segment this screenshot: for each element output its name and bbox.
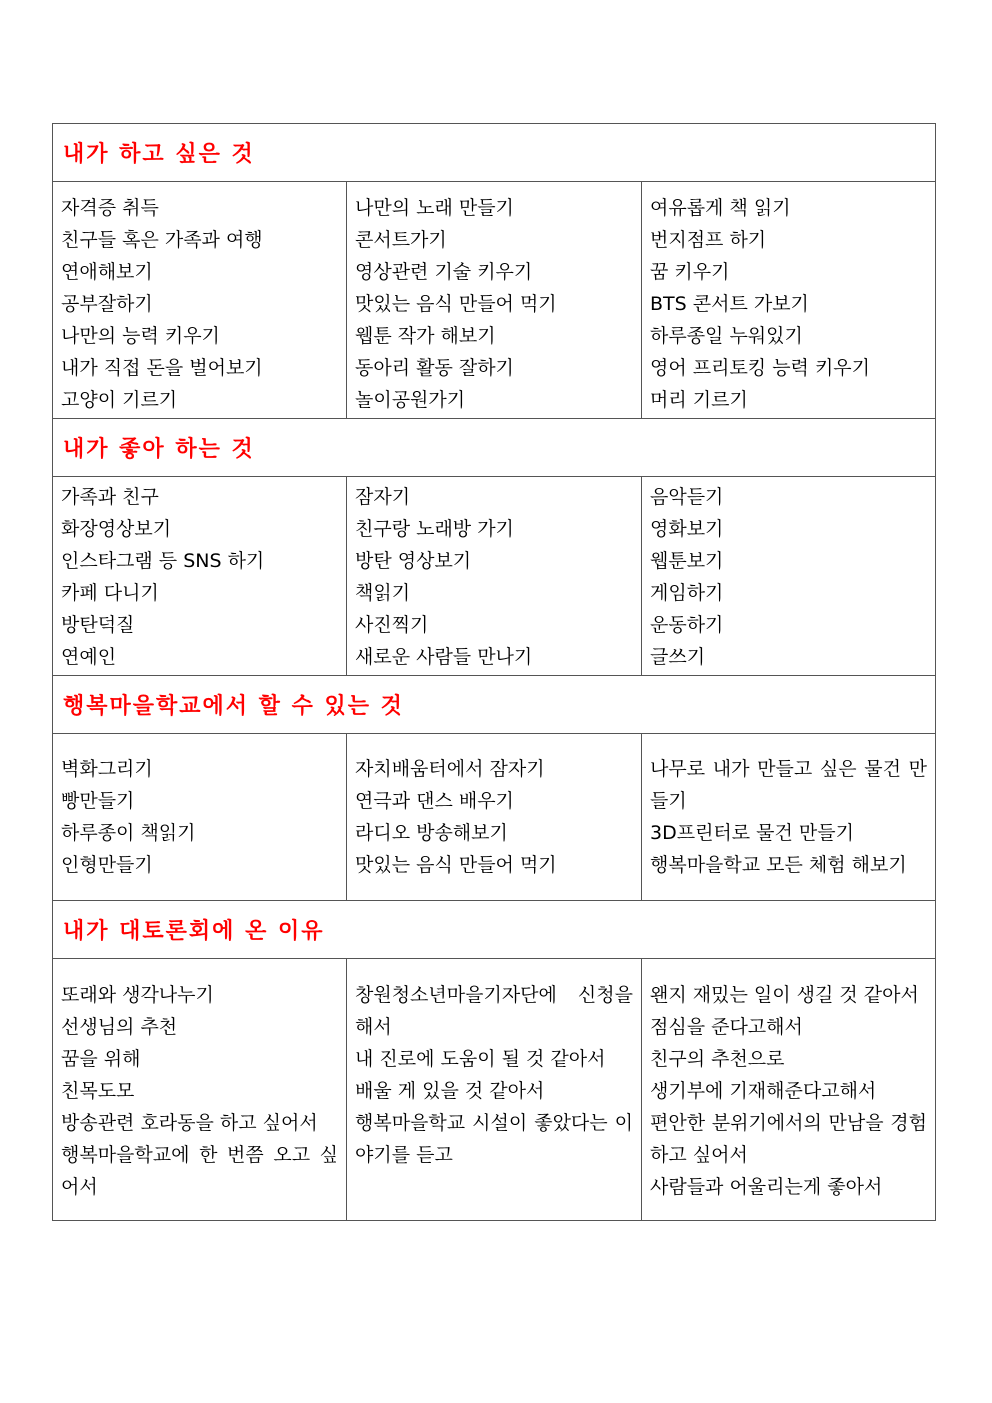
list-item: 글쓰기: [650, 646, 706, 668]
item-list: [61, 979, 338, 1203]
item-list: [61, 753, 338, 881]
column-cell: [642, 959, 936, 1221]
list-item: 꿈 키우기: [650, 261, 730, 283]
list-item: 가족과 친구: [61, 486, 159, 508]
column-cell: [53, 959, 347, 1221]
list-item: 영상관련 기술 키우기: [355, 261, 533, 283]
list-item: 맛있는 음식 만들어 먹기: [355, 293, 557, 315]
list-item: 방탄 영상보기: [355, 550, 472, 572]
survey-table-body: [53, 124, 936, 1221]
list-item: 웹툰보기: [650, 550, 724, 572]
column-cell: [347, 182, 642, 419]
list-item: 배울 게 있을 것 같아서: [355, 1080, 545, 1102]
list-item: 하루종일 누워있기: [650, 325, 803, 347]
section-header-cell: [53, 419, 936, 477]
list-item: 생기부에 기재해준다고해서: [650, 1080, 877, 1102]
list-item: 나만의 노래 만들기: [355, 197, 514, 219]
item-list: [355, 753, 633, 881]
section-header-can-do-at-school: [53, 676, 936, 734]
list-item: 새로운 사람들 만나기: [355, 646, 533, 668]
section-header-cell: [53, 901, 936, 959]
section-title: 행복마을학교에서 할 수 있는 것: [63, 694, 404, 719]
item-list: [355, 481, 633, 673]
list-item: 라디오 방송해보기: [355, 822, 508, 844]
list-item: 점심을 준다고해서: [650, 1016, 803, 1038]
item-list: [650, 753, 927, 881]
list-item: 연애해보기: [61, 261, 153, 283]
item-list: [650, 192, 927, 416]
list-item: 방송관련 호라동을 하고 싶어서: [61, 1112, 318, 1134]
list-item: 자격증 취득: [61, 197, 159, 219]
section-header-likes: [53, 419, 936, 477]
column-cell: [642, 182, 936, 419]
list-item: 창원청소년마을기자단에 신청을 해서: [355, 984, 633, 1038]
list-item: 방탄덕질: [61, 614, 135, 636]
list-item: 동아리 활동 잘하기: [355, 357, 514, 379]
list-item: 연극과 댄스 배우기: [355, 790, 514, 812]
list-item: 하루종이 책읽기: [61, 822, 196, 844]
list-item: 운동하기: [650, 614, 724, 636]
list-item: 행복마을학교 시설이 좋았다는 이야기를 듣고: [355, 1112, 633, 1166]
list-item: 번지점프 하기: [650, 229, 767, 251]
list-item: 잠자기: [355, 486, 411, 508]
list-item: 나만의 능력 키우기: [61, 325, 220, 347]
section-title: 내가 좋아 하는 것: [63, 437, 255, 462]
list-item: 연예인: [61, 646, 117, 668]
section-header-cell: [53, 124, 936, 182]
list-item: BTS 콘서트 가보기: [650, 293, 809, 315]
section-header-want-to-do: [53, 124, 936, 182]
column-cell: [642, 477, 936, 676]
list-item: 화장영상보기: [61, 518, 172, 540]
list-item: 친구의 추천으로: [650, 1048, 785, 1070]
item-list: [61, 192, 338, 416]
list-item: 영어 프리토킹 능력 키우기: [650, 357, 871, 379]
list-item: 공부잘하기: [61, 293, 153, 315]
item-list: [355, 192, 633, 416]
section-body-likes: [53, 477, 936, 676]
list-item: 벽화그리기: [61, 758, 153, 780]
list-item: 놀이공원가기: [355, 389, 466, 411]
column-cell: [347, 734, 642, 901]
column-cell: [53, 182, 347, 419]
list-item: 나무로 내가 만들고 싶은 물건 만들기: [650, 758, 927, 812]
section-header-cell: [53, 676, 936, 734]
list-item: 인스타그램 등 SNS 하기: [61, 550, 265, 572]
list-item: 여유롭게 책 읽기: [650, 197, 791, 219]
list-item: 영화보기: [650, 518, 724, 540]
list-item: 꿈을 위해: [61, 1048, 141, 1070]
list-item: 사람들과 어울리는게 좋아서: [650, 1176, 883, 1198]
list-item: 편안한 분위기에서의 만남을 경험하고 싶어서: [650, 1112, 927, 1166]
list-item: 내 진로에 도움이 될 것 같아서: [355, 1048, 606, 1070]
list-item: 행복마을학교에 한 번쯤 오고 싶어서: [61, 1144, 338, 1198]
section-body-can-do-at-school: [53, 734, 936, 901]
section-title: 내가 하고 싶은 것: [63, 142, 255, 167]
list-item: 음악듣기: [650, 486, 724, 508]
list-item: 사진찍기: [355, 614, 429, 636]
list-item: 또래와 생각나누기: [61, 984, 214, 1006]
list-item: 콘서트가기: [355, 229, 447, 251]
list-item: 고양이 기르기: [61, 389, 178, 411]
section-body-want-to-do: [53, 182, 936, 419]
list-item: 친목도모: [61, 1080, 135, 1102]
list-item: 왠지 재밌는 일이 생길 것 같아서: [650, 984, 919, 1006]
section-body-reasons-for-attending: [53, 959, 936, 1221]
list-item: 인형만들기: [61, 854, 153, 876]
column-cell: [53, 734, 347, 901]
list-item: 웹툰 작가 해보기: [355, 325, 496, 347]
section-title: 내가 대토론회에 온 이유: [63, 919, 325, 944]
column-cell: [642, 734, 936, 901]
list-item: 행복마을학교 모든 체험 해보기: [650, 854, 907, 876]
list-item: 책읽기: [355, 582, 411, 604]
column-cell: [347, 959, 642, 1221]
list-item: 카페 다니기: [61, 582, 159, 604]
list-item: 맛있는 음식 만들어 먹기: [355, 854, 557, 876]
item-list: [650, 481, 927, 673]
list-item: 빵만들기: [61, 790, 135, 812]
list-item: 친구들 혹은 가족과 여행: [61, 229, 263, 251]
survey-table: [52, 123, 936, 1221]
item-list: [650, 979, 927, 1203]
list-item: 친구랑 노래방 가기: [355, 518, 514, 540]
list-item: 내가 직접 돈을 벌어보기: [61, 357, 263, 379]
list-item: 선생님의 추천: [61, 1016, 178, 1038]
list-item: 자치배움터에서 잠자기: [355, 758, 545, 780]
item-list: [61, 481, 338, 673]
list-item: 게임하기: [650, 582, 724, 604]
item-list: [355, 979, 633, 1171]
list-item: 머리 기르기: [650, 389, 748, 411]
column-cell: [53, 477, 347, 676]
column-cell: [347, 477, 642, 676]
section-header-reasons-for-attending: [53, 901, 936, 959]
list-item: 3D프린터로 물건 만들기: [650, 822, 854, 844]
